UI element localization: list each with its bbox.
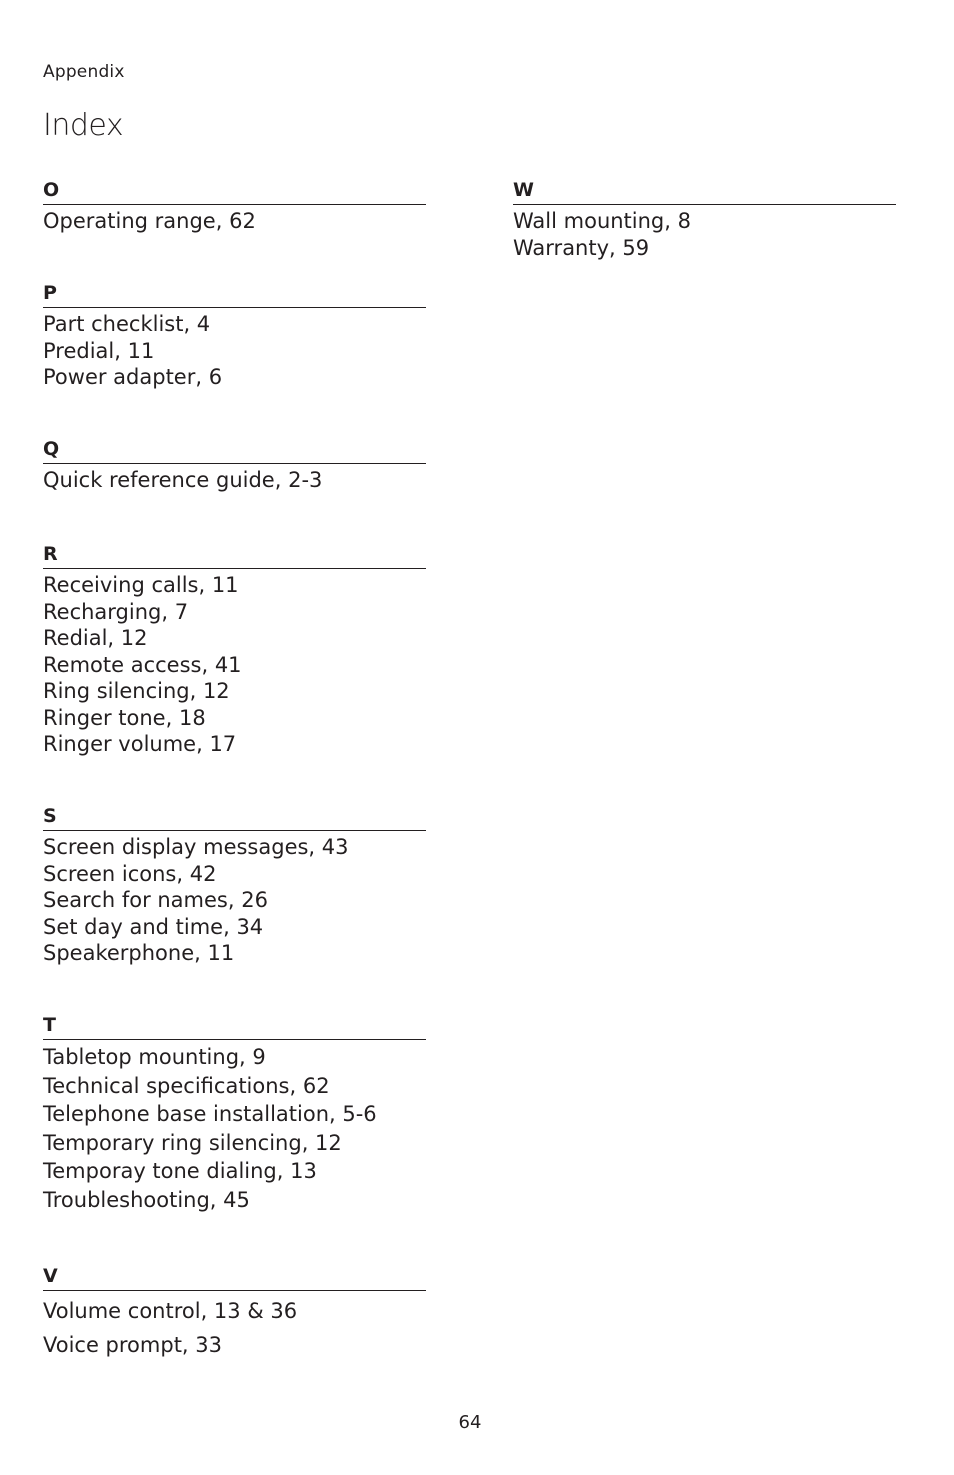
- entry-list: [43, 831, 426, 967]
- index-entry: Receiving calls, 11: [43, 573, 239, 597]
- group-letter: Q: [43, 436, 426, 464]
- index-group-t: [43, 1012, 426, 1214]
- group-letter: O: [43, 177, 426, 205]
- index-entry: Power adapter, 6: [43, 365, 223, 389]
- index-entry: Operating range, 62: [43, 209, 256, 233]
- index-entry: Screen icons, 42: [43, 861, 217, 886]
- index-entry: Telephone base installation, 5-6: [43, 1102, 377, 1126]
- group-letter: T: [43, 1012, 426, 1040]
- entry-list: [43, 1040, 426, 1214]
- entry-list: [513, 205, 896, 261]
- index-entry: Predial, 11: [43, 338, 155, 363]
- group-letter: V: [43, 1263, 426, 1291]
- index-group-o: [43, 177, 426, 235]
- index-group-v: [43, 1263, 426, 1362]
- section-label: Appendix: [43, 62, 125, 82]
- index-entry: Redial, 12: [43, 626, 148, 650]
- group-letter: P: [43, 280, 426, 308]
- index-entry: Voice prompt, 33: [43, 1333, 223, 1357]
- entry-list: [43, 1291, 426, 1362]
- entry-list: [43, 205, 426, 235]
- index-entry: Volume control, 13 & 36: [43, 1299, 298, 1323]
- index-entry: Remote access, 41: [43, 652, 242, 677]
- index-entry: Temporay tone dialing, 13: [43, 1159, 317, 1183]
- group-letter: R: [43, 541, 426, 569]
- page-number: 64: [458, 1412, 482, 1433]
- index-entry: Ringer tone, 18: [43, 705, 206, 730]
- index-entry: Search for names, 26: [43, 888, 268, 912]
- index-entry: Speakerphone, 11: [43, 941, 235, 965]
- index-entry: Technical specifications, 62: [43, 1073, 330, 1098]
- index-entry: Troubleshooting, 45: [43, 1187, 250, 1212]
- index-group-s: [43, 803, 426, 967]
- index-group-w: [513, 177, 896, 261]
- index-group-r: [43, 541, 426, 758]
- entry-list: [43, 308, 426, 391]
- index-entry: Wall mounting, 8: [513, 209, 691, 233]
- index-entry: Temporary ring silencing, 12: [43, 1130, 342, 1155]
- index-entry: Screen display messages, 43: [43, 835, 349, 859]
- group-letter: W: [513, 177, 896, 205]
- index-entry: Recharging, 7: [43, 599, 189, 624]
- index-entry: Tabletop mounting, 9: [43, 1045, 266, 1069]
- index-entry: Part checklist, 4: [43, 312, 211, 336]
- group-letter: S: [43, 803, 426, 831]
- index-group-p: [43, 280, 426, 391]
- index-group-q: [43, 436, 426, 494]
- index-entry: Warranty, 59: [513, 235, 650, 260]
- entry-list: [43, 464, 426, 494]
- index-entry: Quick reference guide, 2-3: [43, 468, 323, 492]
- index-entry: Ringer volume, 17: [43, 732, 237, 756]
- index-entry: Set day and time, 34: [43, 914, 264, 939]
- page-title: Index: [43, 108, 124, 143]
- entry-list: [43, 569, 426, 758]
- index-entry: Ring silencing, 12: [43, 679, 230, 703]
